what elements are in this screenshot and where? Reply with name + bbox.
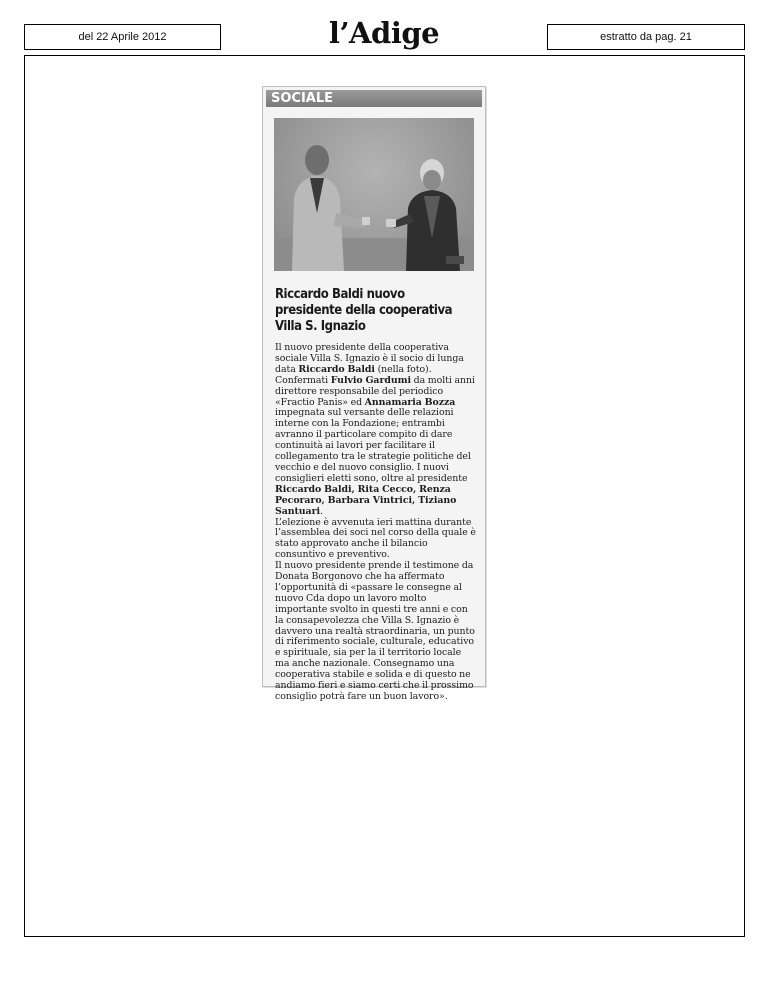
date-box — [24, 24, 221, 50]
section-label: SOCIALE — [266, 90, 482, 107]
body-run: Il nuovo presidente prende il testimone da Donata Borgonovo che ha affermato l’opportunità di «passare le consegne al nuovo Cda dopo un lavoro molto importante svolto in questi tre anni e con la consapevolezza che Villa S. Ignazio è davvero una realtà straordinaria, un punto di riferimento sociale, culturale, educativo e spirituale, sia per la il territorio locale ma anche nazionale. Consegnamo una cooperativa stabile e solida e di questo ne andiamo fieri e siamo certi che il prossimo consiglio potrà fare un buon lavoro». — [275, 560, 475, 702]
body-run: impegnata sul versante delle relazioni interne con la Fondazione; entrambi avranno il particolare compito di dare continuità ai lavori per facilitare il collegamento tra le strategie politiche del vecchio e del nuovo consiglio. I nuovi consiglieri eletti sono, oltre al presidente — [275, 407, 471, 484]
body-name-bold: Riccardo Baldi, Rita Cecco, Renza Pecoraro, Barbara Vintrici, Tiziano Santuari — [275, 483, 457, 517]
body-name-bold: Fulvio Gardumi — [330, 374, 412, 386]
body-paragraph — [275, 343, 477, 518]
body-name-bold: Annamaria Bozza — [364, 396, 456, 408]
body-name-bold: Riccardo Baldi — [298, 363, 375, 375]
body-run: (nella foto). Confermati — [275, 363, 432, 386]
photo-image — [274, 118, 474, 271]
body-run: L’elezione è avvenuta ieri mattina durante l’assemblea dei soci nel corso della quale è stato approvato anche il bilancio consuntivo e preventivo. — [275, 516, 476, 561]
body-run: Il nuovo presidente della cooperativa sociale Villa S. Ignazio è il socio di lunga data — [275, 342, 464, 375]
body-run: da molti anni direttore responsabile del periodico «Fractio Panis» ed — [275, 374, 475, 408]
body-run: . — [319, 505, 323, 517]
article-photo — [274, 118, 474, 271]
masthead-logo: l’Adige — [328, 16, 440, 50]
page-reference-box — [547, 24, 745, 50]
article-body — [275, 343, 477, 703]
body-paragraph — [275, 561, 477, 703]
article-headline: Riccardo Baldi nuovo presidente della cooperativa Villa S. Ignazio — [275, 287, 453, 334]
page-reference-label: estratto da pag. 21 — [600, 31, 692, 43]
article-clipping — [262, 86, 486, 702]
body-paragraph — [275, 518, 477, 562]
date-label: del 22 Aprile 2012 — [78, 31, 167, 43]
